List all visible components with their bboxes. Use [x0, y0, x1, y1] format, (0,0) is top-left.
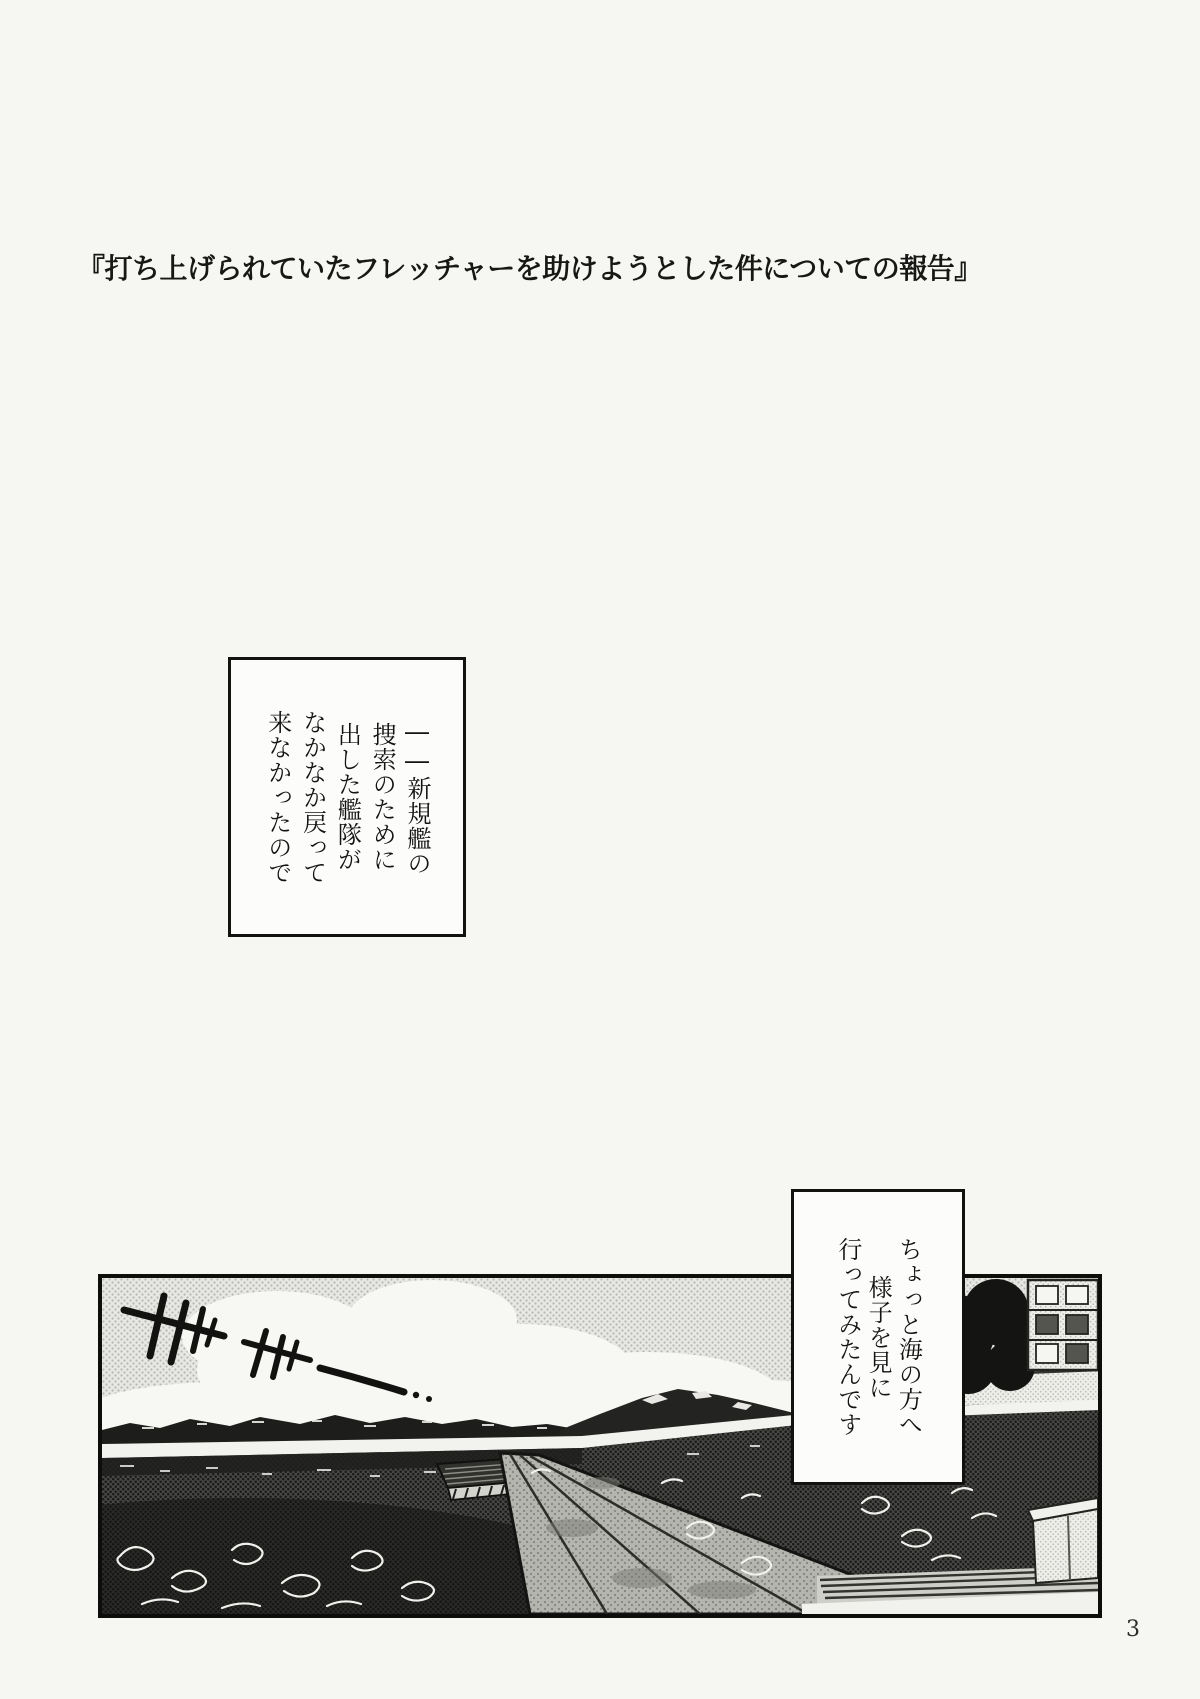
- narration-box-fleet-search: [228, 657, 466, 937]
- narration-line: ちょっと海の方へ: [894, 1237, 923, 1437]
- narration-line: 捜索のために: [368, 722, 397, 872]
- narration-box-went-to-sea: [791, 1189, 965, 1485]
- narration-line: 来なかったので: [263, 709, 292, 885]
- narration-line: ――新規艦の: [402, 718, 431, 876]
- concrete-block: [1028, 1498, 1098, 1583]
- narration-line: 様子を見に: [864, 1274, 893, 1400]
- narration-line: 出した艦隊が: [333, 722, 362, 872]
- narration-box-1-text: [260, 710, 434, 885]
- narration-box-2-text: [833, 1237, 924, 1437]
- narration-line: なかなか戻って: [298, 709, 327, 885]
- narration-line: 行ってみたんです: [833, 1237, 862, 1437]
- page-number: 3: [1126, 1617, 1140, 1642]
- building: [1028, 1280, 1098, 1370]
- page-title: 『打ち上げられていたフレッチャーを助けようとした件についての報告』: [77, 252, 982, 285]
